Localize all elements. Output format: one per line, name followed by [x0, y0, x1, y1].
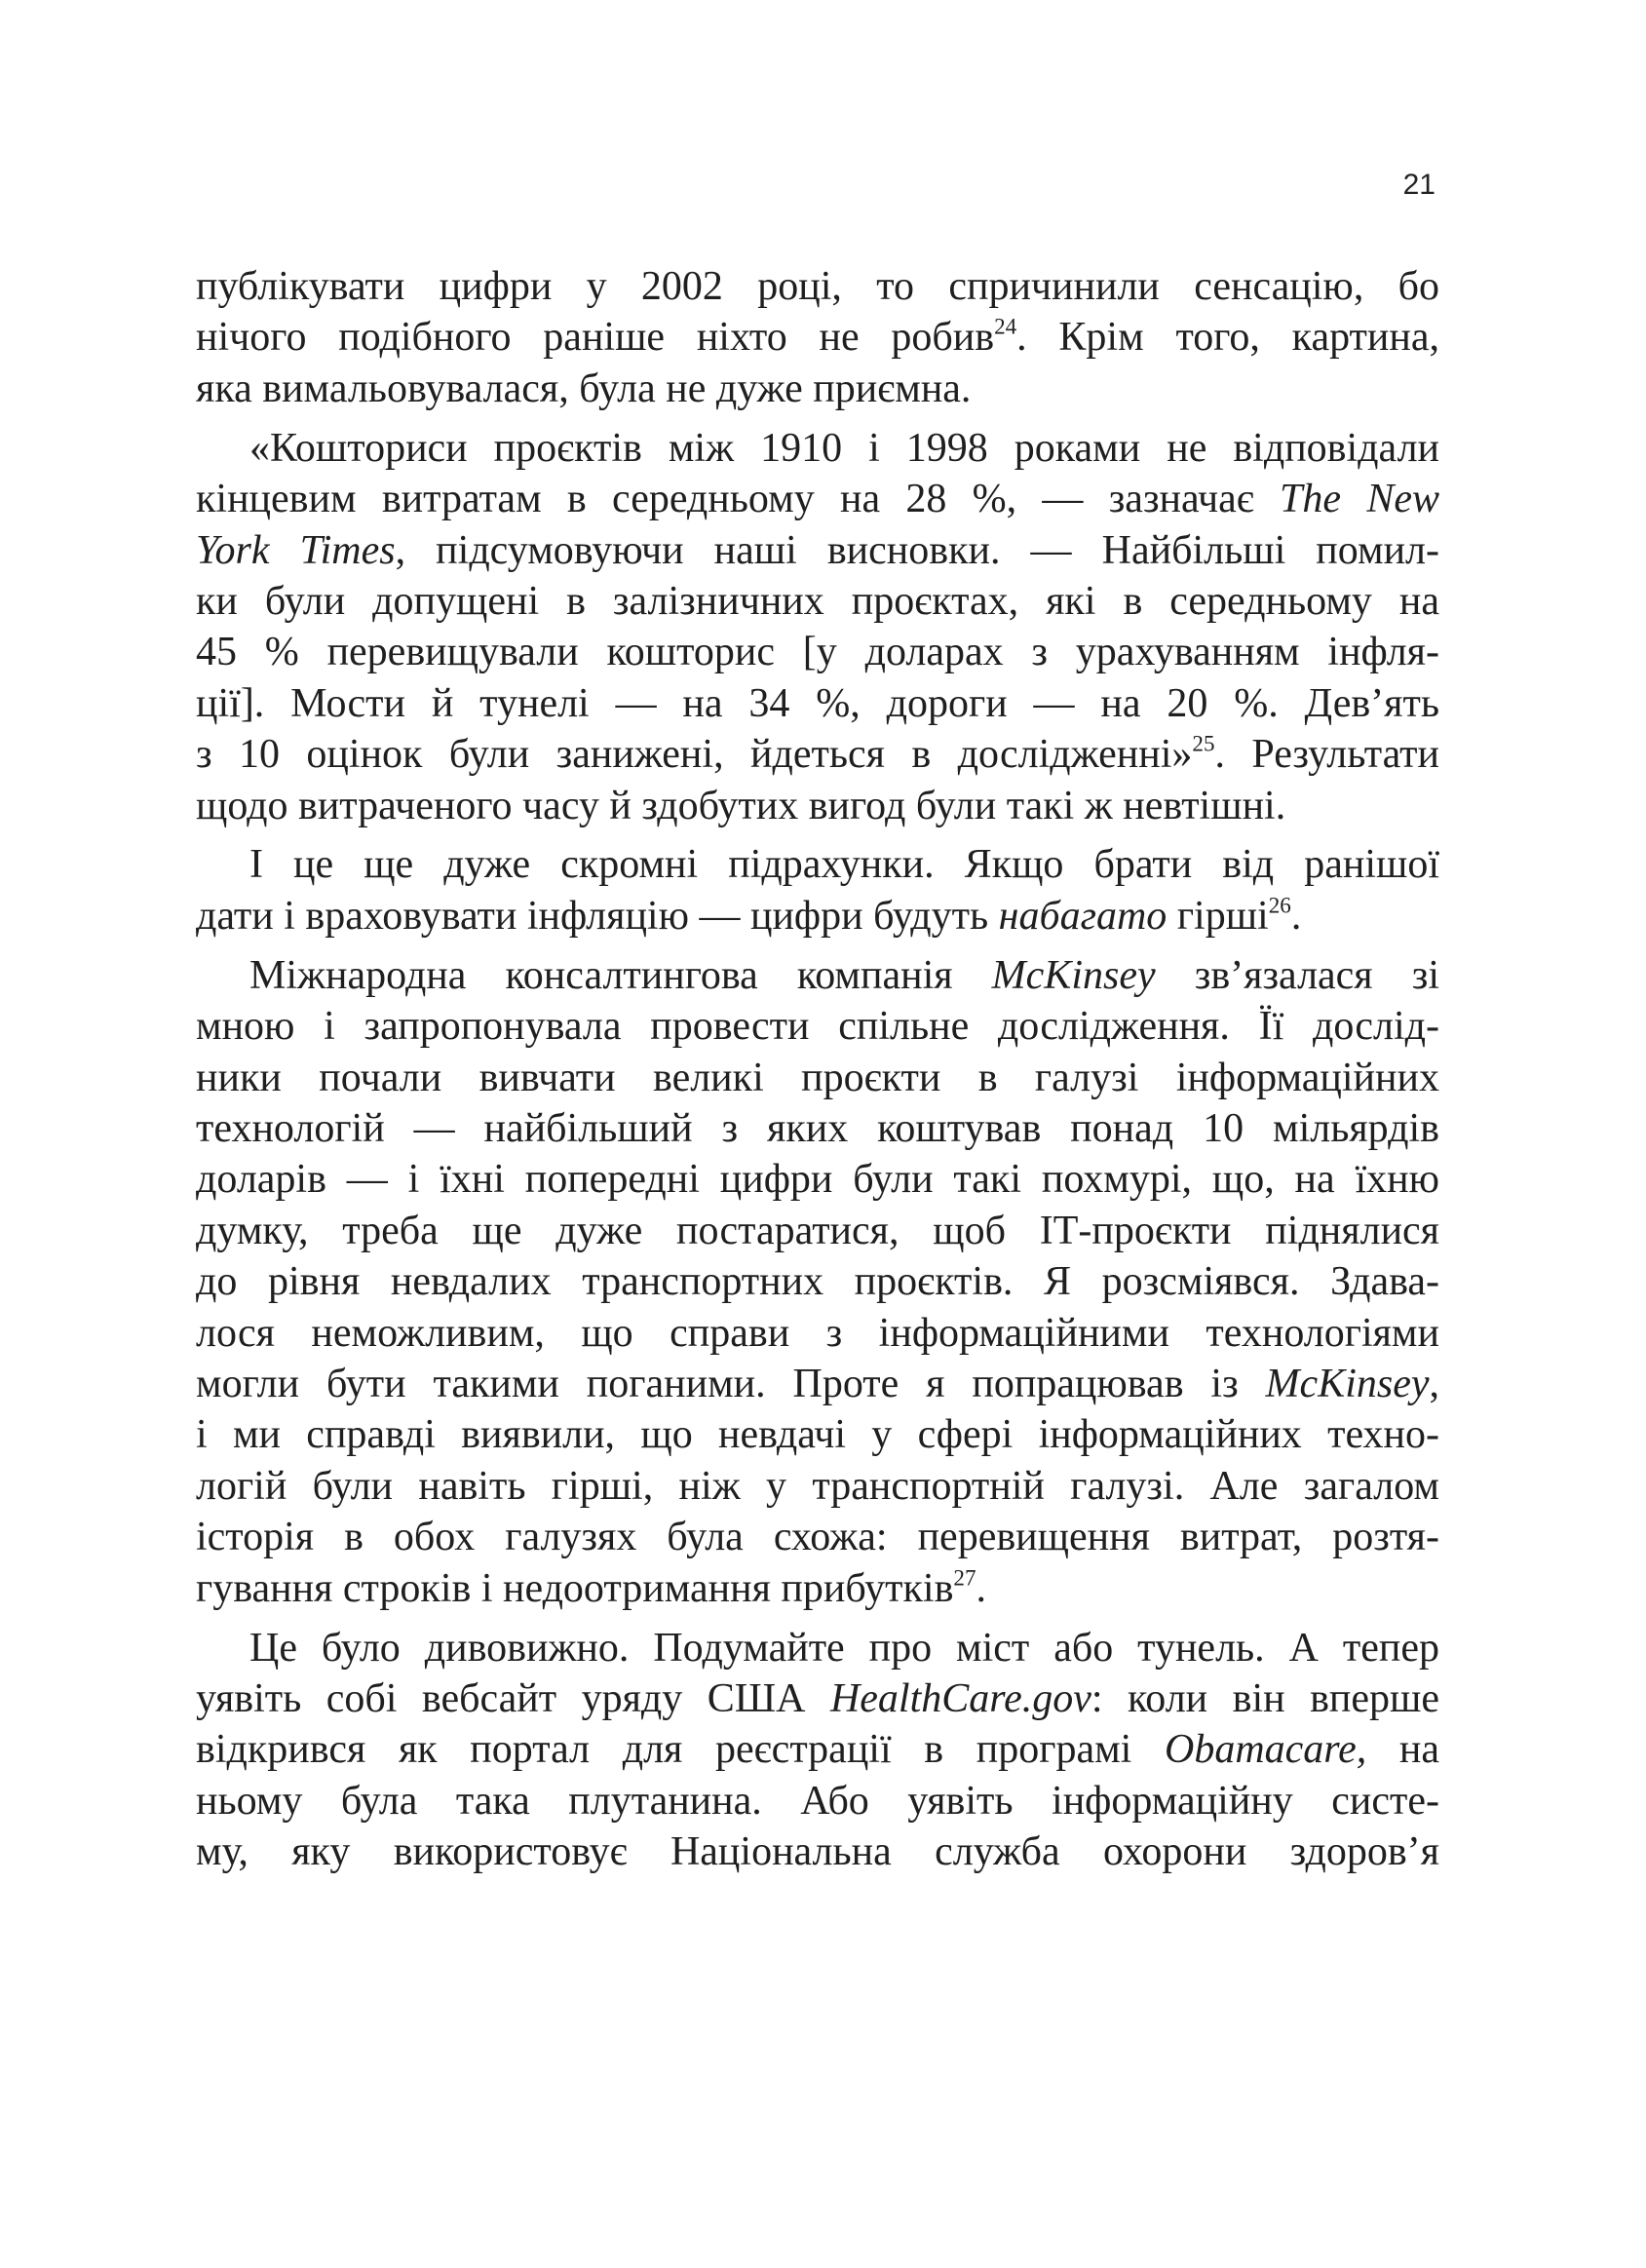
text-line: історія в обох галузях була схожа: перевищення витрат, розтя-	[196, 1515, 1439, 1560]
text-line: доларів — і їхні попередні цифри були такі похмурі, що, на їхню	[196, 1157, 1439, 1203]
text-line: мною і запропонувала провести спільне дослідження. Її дослід-	[196, 1004, 1439, 1050]
text-line: думку, треба ще дуже постаратися, щоб ІТ-проєкти піднялися	[196, 1208, 1439, 1253]
text-line: York Times, підсумовуючи наші висновки. — Найбільші помил-	[196, 527, 1439, 573]
text-line: до рівня невдалих транспортних проєктів. Я розсміявся. Здава-	[196, 1259, 1439, 1305]
text-line: ції]. Мости й тунелі — на 34 %, дороги — на 20 %. Дев’ять	[196, 680, 1439, 726]
text-line: ники почали вивчати великі проєкти в галузі інформаційних	[196, 1055, 1439, 1100]
paragraph	[196, 1623, 1439, 1878]
text-line: нічого подібного раніше ніхто не робив$^{24}$. Крім того, картина,	[196, 313, 1439, 361]
paragraph	[196, 950, 1439, 1614]
text-line: ки були допущені в залізничних проєктах, які в середньому на	[196, 578, 1439, 624]
text-line: 45 % перевищували кошторис [у доларах з урахуванням інфля-	[196, 630, 1439, 675]
text-line: уявіть собі вебсайт уряду США HealthCare.gov: коли він вперше	[196, 1675, 1440, 1721]
text-line: і ми справді виявили, що невдачі у сфері інформаційних техно-	[196, 1412, 1439, 1458]
paragraph	[196, 423, 1439, 831]
footnote-ref: 27	[953, 1563, 976, 1590]
text-line: Міжнародна консалтингова компанія McKinsey зв’язалася зі	[249, 952, 1439, 998]
text-line: гування строків і недоотримання прибутків$^{27}$.	[196, 1563, 987, 1611]
footnote-ref: 26	[1268, 892, 1291, 918]
page-number: 21	[1402, 169, 1435, 201]
text-line: могли бути такими поганими. Проте я попрацював із McKinsey,	[196, 1361, 1439, 1406]
footnote-ref: 24	[994, 313, 1017, 339]
paragraph	[196, 839, 1439, 942]
text-line: Це було дивовижно. Подумайте про міст або тунель. А тепер	[249, 1625, 1439, 1671]
footnote-ref: 25	[1192, 730, 1215, 756]
text-line: логій були навіть гірші, ніж у транспортній галузі. Але загалом	[196, 1463, 1439, 1509]
text-line: лося неможливим, що справи з інформаційними технологіями	[196, 1310, 1439, 1356]
body-text	[196, 261, 1439, 1877]
text-line: відкрився як портал для реєстрації в програмі Obamacare, на	[196, 1727, 1439, 1773]
text-line: яка вимальовувалася, була не дуже приємна.	[196, 365, 972, 411]
text-line: технологій — найбільший з яких коштував понад 10 мільярдів	[196, 1106, 1439, 1152]
paragraph	[196, 261, 1439, 414]
text-line: «Кошториси проєктів між 1910 і 1998 роками не відповідали	[249, 425, 1439, 471]
text-line: І це ще дуже скромні підрахунки. Якщо брати від ранішої	[249, 842, 1439, 888]
text-line: щодо витраченого часу й здобутих вигод були такі ж невтішні.	[196, 783, 1286, 828]
text-line: кінцевим витратам в середньому на 28 %, — зазначає The New	[196, 477, 1439, 522]
text-line: му, яку використовує Національна служба охорони здоров’я	[196, 1829, 1439, 1875]
text-line: дати і враховувати інфляцію — цифри будуть набагато гірші$^{26}$.	[196, 892, 1302, 939]
text-line: ньому була така плутанина. Або уявіть інформаційну систе-	[196, 1778, 1439, 1824]
text-line: з 10 оцінок були занижені, йдеться в дослідженні»$^{25}$. Результати	[196, 730, 1440, 778]
text-line: публікувати цифри у 2002 році, то спричинили сенсацію, бо	[196, 264, 1439, 309]
